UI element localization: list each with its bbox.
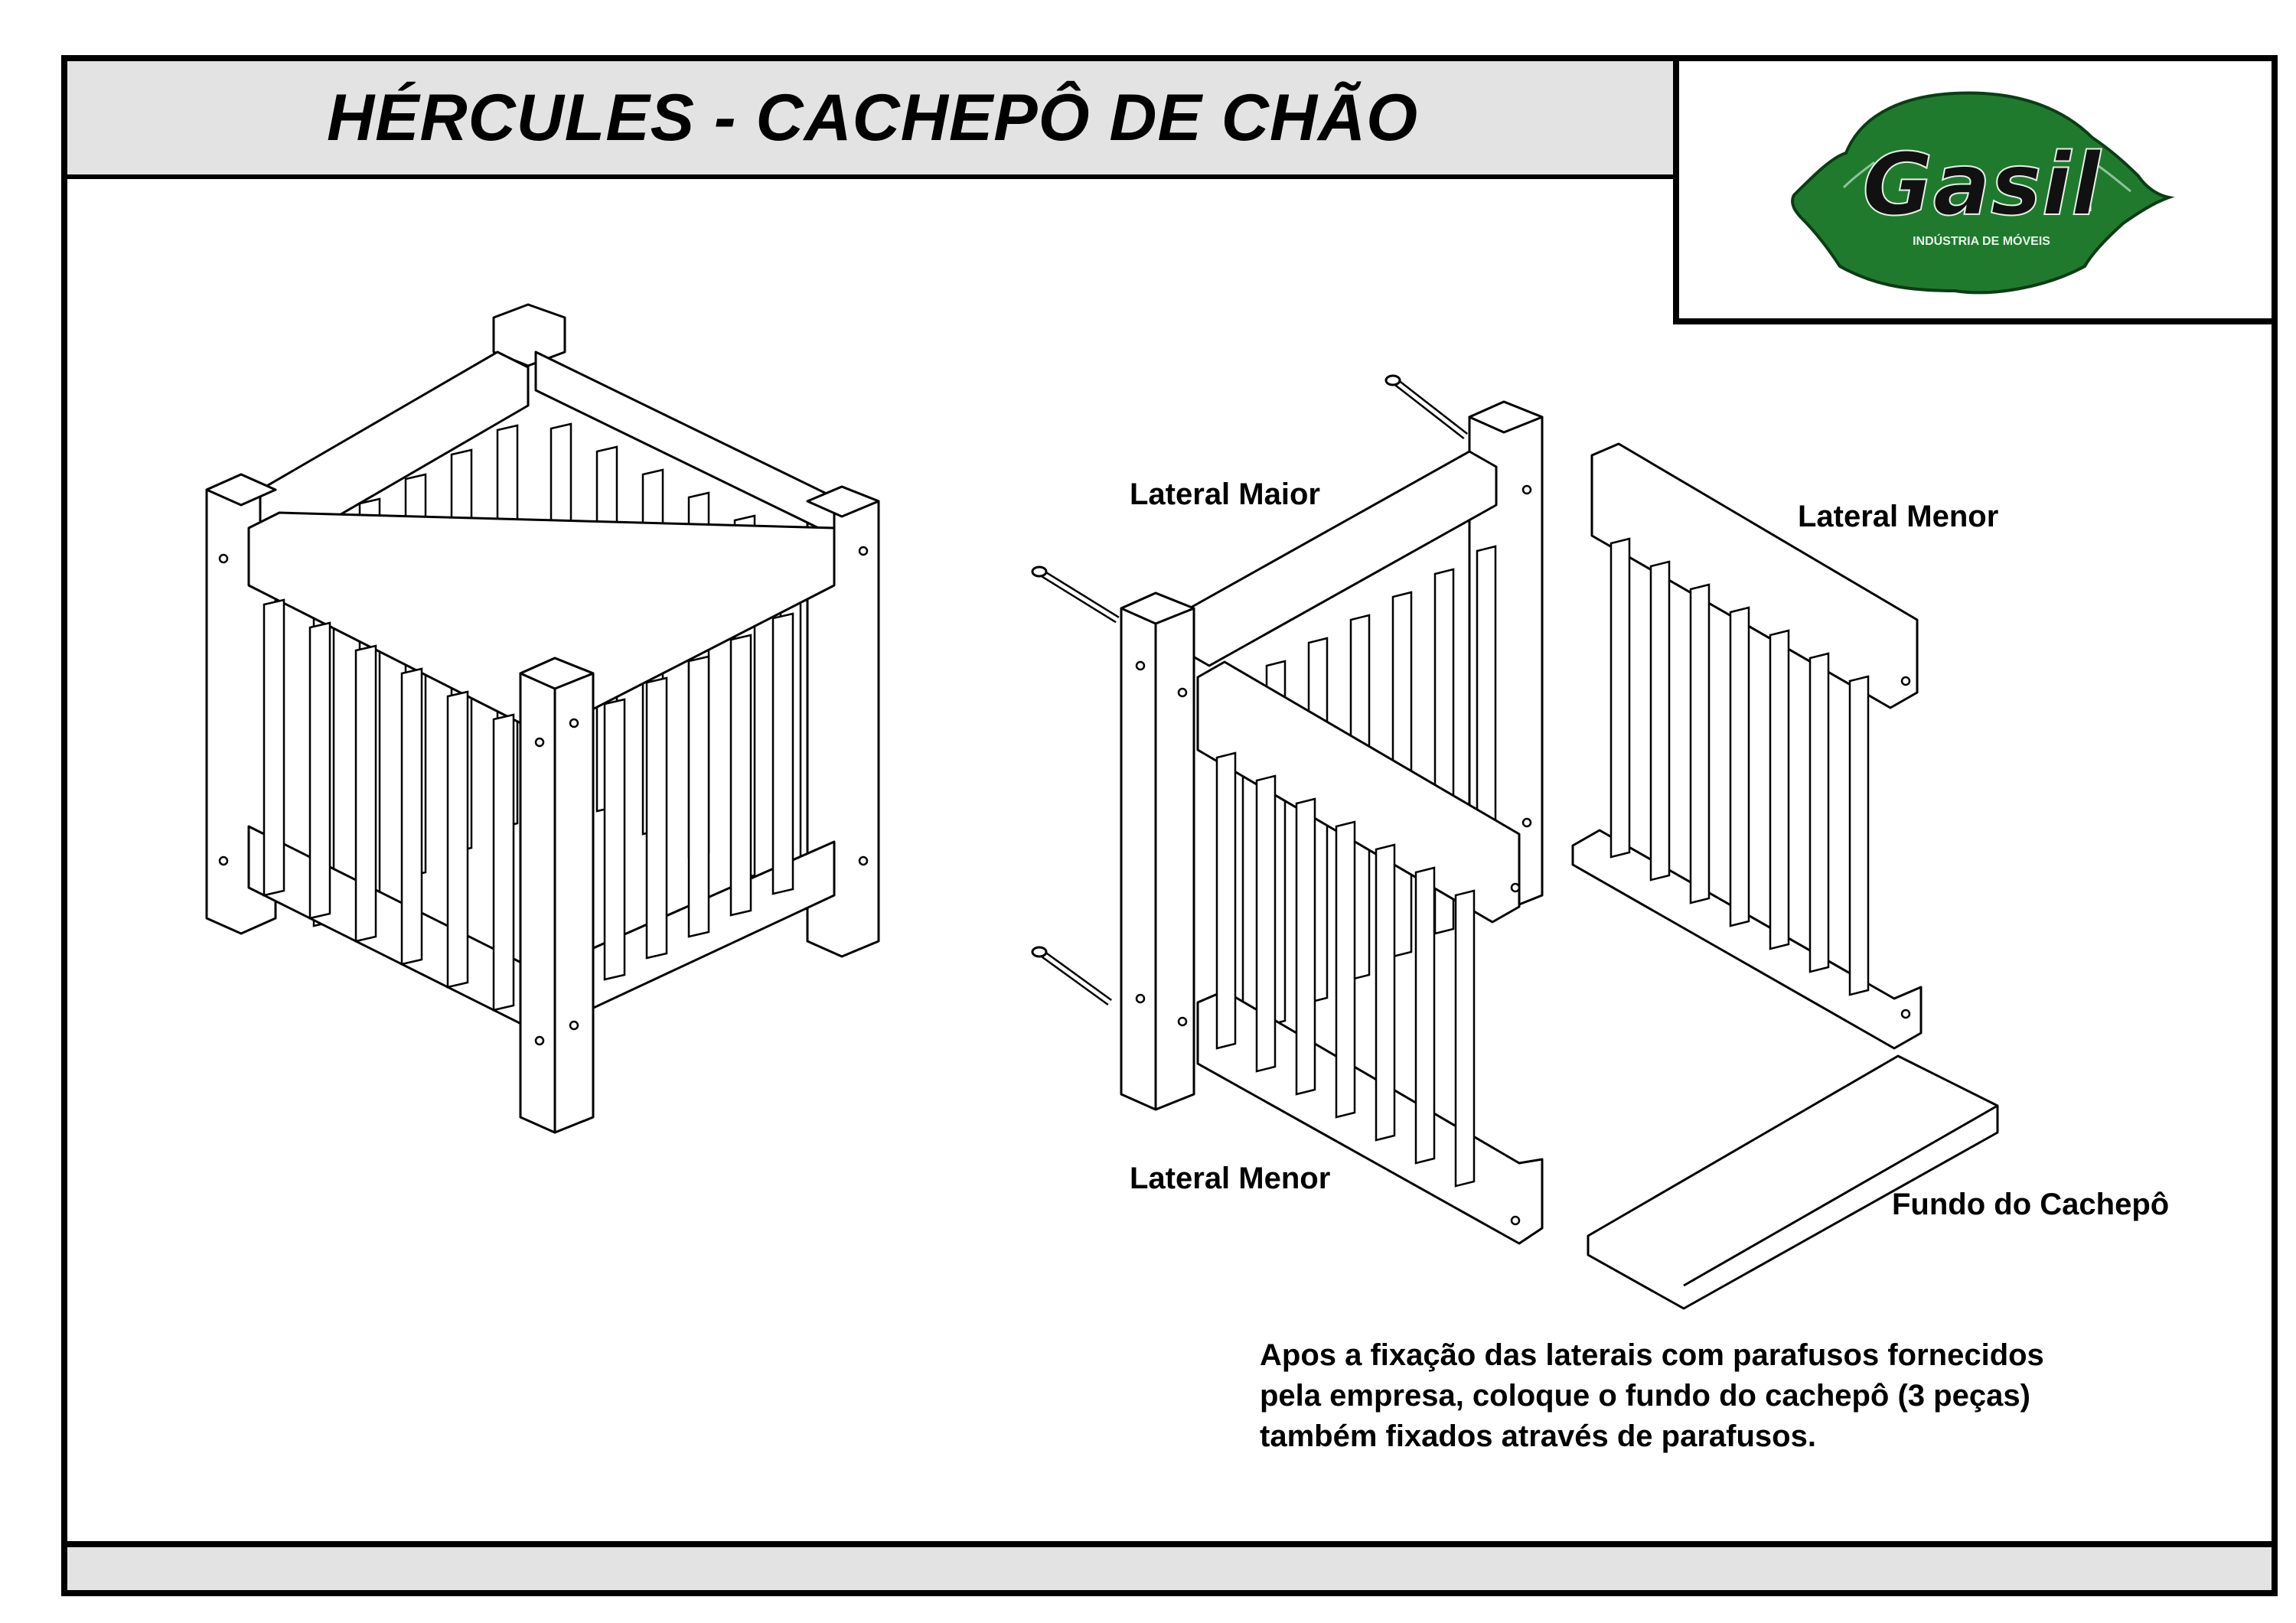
slat [1691, 585, 1709, 903]
slat [1376, 845, 1394, 1140]
slat [1336, 822, 1355, 1117]
instruction-line: Apos a fixação das laterais com parafusos fornecidos [1260, 1338, 2044, 1372]
instructions-note [1260, 1335, 2216, 1457]
slat [1850, 676, 1868, 995]
instruction-line: também fixados através de parafusos. [1260, 1419, 1816, 1453]
slat [1296, 799, 1315, 1094]
slat [1416, 868, 1434, 1163]
label-lateral-menor-bottom: Lateral Menor [1130, 1162, 1331, 1195]
slat [1456, 891, 1474, 1186]
label-fundo: Fundo do Cachepô [1892, 1188, 2170, 1221]
footer-bar [67, 1541, 2272, 1590]
slat [1770, 631, 1789, 949]
instruction-line: pela empresa, coloque o fundo do cachepô (3 peças) [1260, 1379, 2030, 1413]
label-lateral-menor-top: Lateral Menor [1798, 500, 1999, 533]
slat [1810, 653, 1828, 972]
slat [1257, 776, 1275, 1071]
label-lateral-maior: Lateral Maior [1130, 477, 1320, 511]
slat [1730, 608, 1749, 926]
slat [1651, 562, 1669, 880]
logo-tagline: INDÚSTRIA DE MÓVEIS [1913, 235, 2050, 248]
page-title: HÉRCULES - CACHEPÔ DE CHÃO [327, 80, 1418, 155]
logo-brand: Gasil [1862, 135, 2101, 235]
slat [1611, 539, 1629, 857]
slat [1217, 753, 1235, 1048]
